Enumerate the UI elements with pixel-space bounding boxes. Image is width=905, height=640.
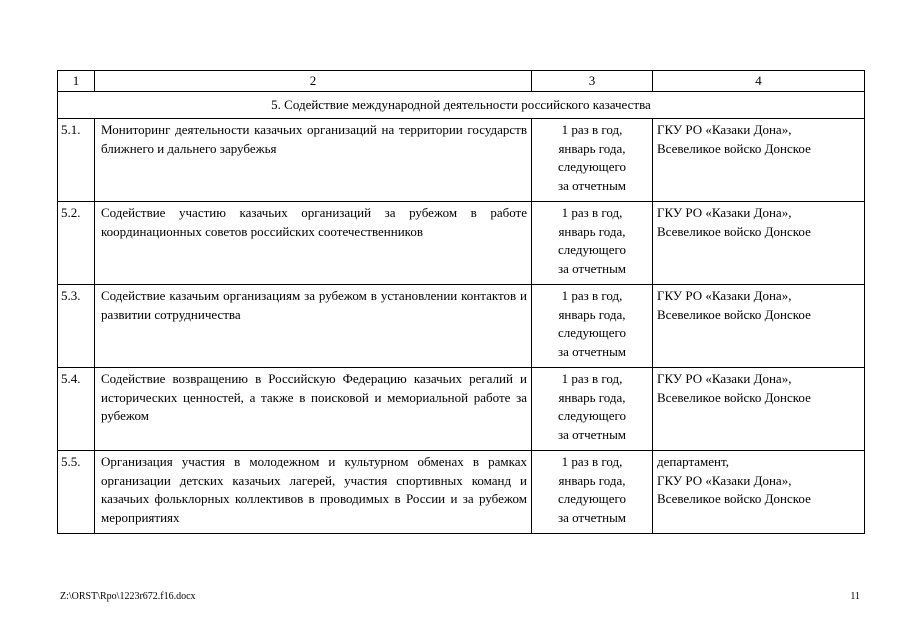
executor-line: ГКУ РО «Казаки Дона», — [657, 122, 792, 137]
period-line: 1 раз в год, — [561, 205, 623, 220]
measures-table — [57, 70, 865, 534]
row-executors — [653, 202, 865, 285]
col-header-2: 2 — [95, 71, 532, 92]
header-row — [58, 71, 865, 92]
section-row — [58, 92, 865, 119]
row-number: 5.2. — [58, 202, 95, 285]
row-period — [532, 451, 653, 534]
section-title: 5. Содействие международной деятельности российского казачества — [58, 92, 865, 119]
executor-line: Всевеликое войско Донское — [657, 306, 811, 322]
row-number: 5.5. — [58, 451, 95, 534]
row-number: 5.4. — [58, 368, 95, 451]
period-line: за отчетным — [557, 177, 627, 193]
period-line: январь года, — [558, 389, 626, 405]
row-executors — [653, 451, 865, 534]
row-description: Содействие возвращению в Российскую Федерацию казачьих регалий и исторических ценностей, а также в поисковой и мемориальной работе за рубежом — [95, 368, 532, 451]
period-line: за отчетным — [557, 343, 627, 359]
row-executors — [653, 119, 865, 202]
period-line: январь года, — [558, 140, 626, 156]
executor-line: департамент, — [657, 454, 729, 469]
row-description: Мониторинг деятельности казачьих организаций на территории государств ближнего и дальнего зарубежья — [95, 119, 532, 202]
table-row — [58, 202, 865, 285]
row-executors — [653, 285, 865, 368]
executor-line: ГКУ РО «Казаки Дона», — [657, 205, 792, 220]
row-description: Содействие участию казачьих организаций за рубежом в работе координационных советов российских соотечественников — [95, 202, 532, 285]
period-line: следующего — [558, 325, 626, 340]
period-line: январь года, — [558, 223, 626, 239]
row-period — [532, 119, 653, 202]
page-number: 11 — [850, 591, 860, 602]
period-line: 1 раз в год, — [561, 371, 623, 386]
period-line: за отчетным — [557, 426, 627, 442]
period-line: следующего — [558, 408, 626, 423]
executor-line: ГКУ РО «Казаки Дона», — [657, 288, 792, 303]
executor-line: Всевеликое войско Донское — [657, 491, 811, 506]
period-line: за отчетным — [557, 509, 627, 525]
period-line: за отчетным — [557, 260, 627, 276]
executor-line: ГКУ РО «Казаки Дона», — [657, 371, 792, 386]
executor-line: Всевеликое войско Донское — [657, 140, 811, 156]
row-description: Организация участия в молодежном и культурном обменах в рамках организации детских казачьих лагерей, участия спортивных команд и казачьих фольклорных коллективов в проводимых в России и за рубежом мероприятиях — [95, 451, 532, 534]
row-executors — [653, 368, 865, 451]
table-row — [58, 119, 865, 202]
executor-line: Всевеликое войско Донское — [657, 389, 811, 405]
table-row — [58, 368, 865, 451]
period-line: январь года, — [558, 306, 626, 322]
footer-file-path: Z:\ORST\Rpo\1223r672.f16.docx — [60, 591, 196, 602]
executor-line: ГКУ РО «Казаки Дона», — [657, 472, 792, 488]
executor-line: Всевеликое войско Донское — [657, 223, 811, 239]
row-period — [532, 368, 653, 451]
period-line: следующего — [558, 491, 626, 506]
period-line: январь года, — [558, 472, 626, 488]
period-line: следующего — [558, 159, 626, 174]
period-line: 1 раз в год, — [561, 122, 623, 137]
table-row — [58, 451, 865, 534]
col-header-1: 1 — [58, 71, 95, 92]
period-line: следующего — [558, 242, 626, 257]
period-line: 1 раз в год, — [561, 454, 623, 469]
row-description: Содействие казачьим организациям за рубежом в установлении контактов и развитии сотрудничества — [95, 285, 532, 368]
row-number: 5.3. — [58, 285, 95, 368]
col-header-3: 3 — [532, 71, 653, 92]
row-period — [532, 285, 653, 368]
period-line: 1 раз в год, — [561, 288, 623, 303]
table-row — [58, 285, 865, 368]
col-header-4: 4 — [653, 71, 865, 92]
row-number: 5.1. — [58, 119, 95, 202]
row-period — [532, 202, 653, 285]
